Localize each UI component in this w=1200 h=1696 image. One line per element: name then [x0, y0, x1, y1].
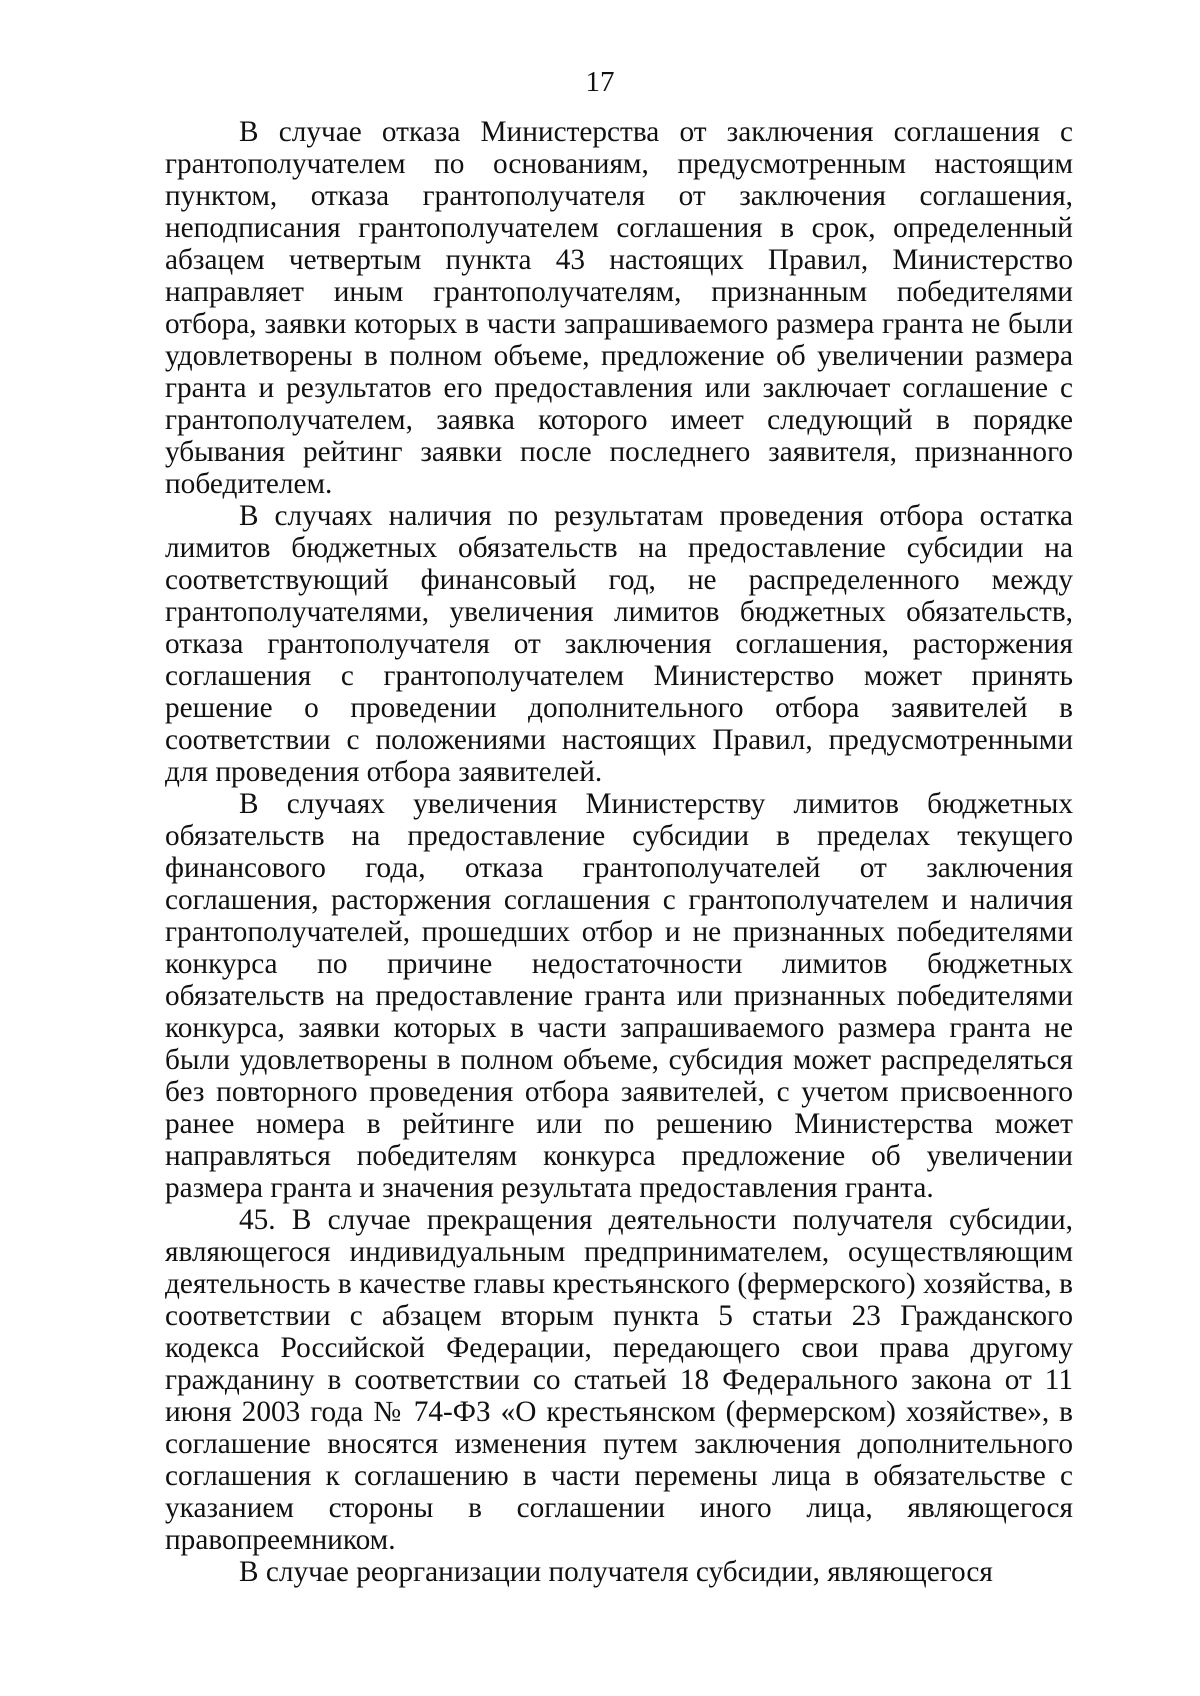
- paragraph-limits-increase: В случаях увеличения Министерству лимитов бюджетных обязательств на предоставление субсидии в пределах текущего финансового года, отказа грантополучателей от заключения соглашения, расторжения соглашения с грантополучателем и наличия грантополучателей, прошедших отбор и не признанных победителями конкурса по причине недостаточности лимитов бюджетных обязательств на предоставление гранта или признанных победителями конкурса, заявки которых в части запрашиваемого размера гранта не были удовлетворены в полном объеме, субсидия может распределяться без повторного проведения отбора заявителей, с учетом присвоенного ранее номера в рейтинге или по решению Министерства может направляться победителям конкурса предложение об увеличении размера гранта и значения результата предоставления гранта.: [165, 788, 1073, 1204]
- paragraph-clause-45: 45. В случае прекращения деятельности получателя субсидии, являющегося индивидуальным предпринимателем, осуществляющим деятельность в качестве главы крестьянского (фермерского) хозяйства, в соответствии с абзацем вторым пункта 5 статьи 23 Гражданского кодекса Российской Федерации, передающего свои права другому гражданину в соответствии со статьей 18 Федерального закона от 11 июня 2003 года № 74-ФЗ «О крестьянском (фермерском) хозяйстве», в соглашение вносятся изменения путем заключения дополнительного соглашения к соглашению в части перемены лица в обязательстве с указанием стороны в соглашении иного лица, являющегося правопреемником.: [165, 1204, 1073, 1556]
- document-body: [165, 116, 1073, 1588]
- paragraph-refusal-agreement: В случае отказа Министерства от заключения соглашения с грантополучателем по основаниям, предусмотренным настоящим пунктом, отказа грантополучателя от заключения соглашения, неподписания грантополучателем соглашения в срок, определенный абзацем четвертым пункта 43 настоящих Правил, Министерство направляет иным грантополучателям, признанным победителями отбора, заявки которых в части запрашиваемого размера гранта не были удовлетворены в полном объеме, предложение об увеличении размера гранта и результатов его предоставления или заключает соглашение с грантополучателем, заявка которого имеет следующий в порядке убывания рейтинг заявки после последнего заявителя, признанного победителем.: [165, 116, 1073, 500]
- page-number: 17: [585, 66, 615, 98]
- paragraph-reorganization: В случае реорганизации получателя субсидии, являющегося: [239, 1556, 993, 1588]
- paragraph-additional-selection: В случаях наличия по результатам проведения отбора остатка лимитов бюджетных обязательств на предоставление субсидии на соответствующий финансовый год, не распределенного между грантополучателями, увеличения лимитов бюджетных обязательств, отказа грантополучателя от заключения соглашения, расторжения соглашения с грантополучателем Министерство может принять решение о проведении дополнительного отбора заявителей в соответствии с положениями настоящих Правил, предусмотренными для проведения отбора заявителей.: [165, 500, 1073, 788]
